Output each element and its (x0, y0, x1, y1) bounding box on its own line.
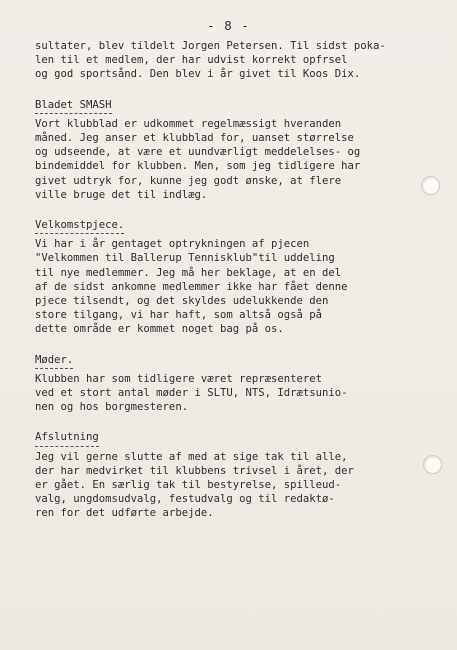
text-line: nen og hos borgmesteren. (35, 401, 189, 414)
text-line: Vi har i år gentaget optrykningen af pjecen (35, 238, 310, 251)
page-number: - 8 - (207, 18, 250, 33)
section-heading: Velkomstpjece. (35, 218, 124, 234)
text-line: ren for det udførte arbejde. (35, 507, 214, 520)
text-line: bindemiddel for klubben. Men, som jeg tidligere har (35, 160, 361, 173)
text-line: til nye medlemmer. Jeg må her beklage, at en del (35, 266, 342, 279)
text-line: Jeg vil gerne slutte af med at sige tak til alle, (35, 450, 348, 463)
section-heading: Møder. (35, 353, 73, 369)
document-body (35, 39, 430, 521)
text-line: der har medvirket til klubbens trivsel i året, der (35, 464, 354, 477)
text-line: måned. Jeg anser et klubblad for, uanset størrelse (35, 132, 354, 145)
text-line: af de sidst ankomne medlemmer ikke har fået denne (35, 280, 348, 293)
section-heading: Afslutning (35, 430, 99, 446)
text-line: valg, ungdomsudvalg, festudvalg og til redaktø- (35, 493, 335, 506)
text-line: Vort klubblad er udkommet regelmæssigt hveranden (35, 117, 342, 130)
text-line: "Velkommen til Ballerup Tennisklub"til uddeling (35, 252, 335, 265)
text-line: Klubben har som tidligere været repræsenteret (35, 372, 323, 385)
text-line: og udseende, at være et uundværligt meddelelses- og (35, 146, 361, 159)
text-line: sultater, blev tildelt Jorgen Petersen. Til sidst poka- (35, 40, 386, 52)
section-heading: Bladet SMASH (35, 98, 112, 114)
text-line: dette område er kommet noget bag på os. (35, 323, 284, 336)
section-afslutning (35, 425, 430, 520)
text-line: len til et medlem, der har udvist korrekt opfrsel (35, 54, 348, 67)
section-velkomstpjece (35, 213, 430, 337)
intro-paragraph (35, 39, 430, 82)
text-line: pjece tilsendt, og det skyldes udelukkende den (35, 295, 329, 308)
section-moder (35, 348, 430, 415)
text-line: ville bruge det til indlæg. (35, 188, 208, 201)
section-smash (35, 93, 430, 202)
text-line: er gået. En særlig tak til bestyrelse, spilleud- (35, 479, 342, 492)
text-line: ved et stort antal møder i SLTU, NTS, Idrætsunio- (35, 387, 348, 400)
text-line: og god sportsånd. Den blev i år givet til Koos Dix. (35, 68, 361, 81)
text-line: store tilgang, vi har haft, som altså også på (35, 309, 323, 322)
text-line: givet udtryk for, kunne jeg godt ønske, at flere (35, 174, 342, 187)
